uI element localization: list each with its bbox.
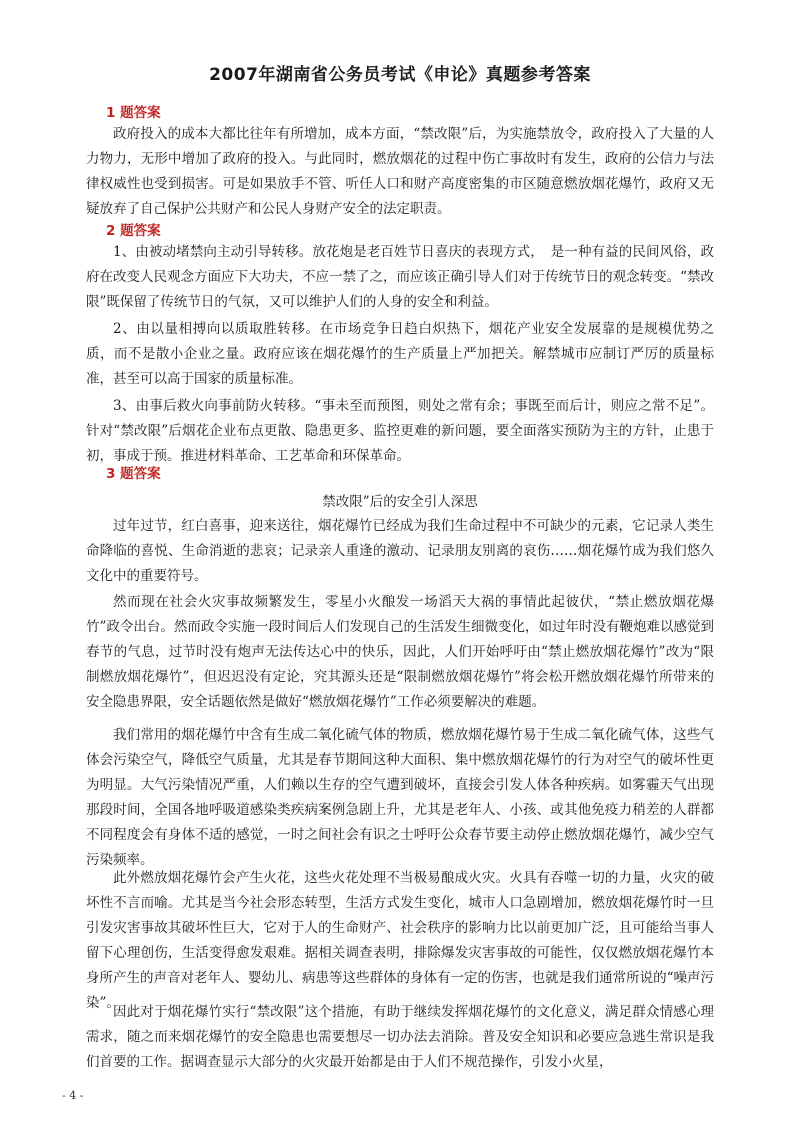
section-heading-1: 1 题答案 [106, 105, 161, 121]
document-title: 2007年湖南省公务员考试《申论》真题参考答案 [209, 65, 591, 85]
paragraph: 3、由事后救火向事前防火转移。“事未至而预图，则处之常有余；事既至而后计，则应之常不足”。针对“禁改限”后烟花企业布点更散、隐患更多、监控更难的新问题，要全面落实预防为主的方针，止患于初，事成于预。推进材料革命、工艺革命和环保革命。 [86, 398, 714, 464]
paragraph: 1、由被动堵禁向主动引导转移。放花炮是老百姓节日喜庆的表现方式， 是一种有益的民间风俗，政府在改变人民观念方面应下大功夫，不应一禁了之，而应该正确引导人们对于传统节日的观念转变。“禁改限”既保留了传统节日的气氛，又可以维护人们的人身的安全和利益。 [86, 244, 714, 310]
section-heading-2: 2 题答案 [106, 223, 161, 239]
paragraph: 因此对于烟花爆竹实行“禁改限”这个措施，有助于继续发挥烟花爆竹的文化意义，满足群众情感心理需求，随之而来烟花爆竹的安全隐患也需要想尽一切办法去消除。普及安全知识和必要应急逃生常识是我们首要的工作。据调查显示大部分的火灾最开始都是由于人们不规范操作，引发小火星， [86, 1004, 714, 1070]
paragraph: 过年过节，红白喜事，迎来送往，烟花爆竹已经成为我们生命过程中不可缺少的元素，它记录人类生命降临的喜悦、生命消逝的悲哀；记录亲人重逢的激动、记录朋友别离的哀伤……烟花爆竹成为我们悠久文化中的重要符号。 [86, 518, 714, 584]
paragraph: 2、由以量相搏向以质取胜转移。在市场竞争日趋白炽热下，烟花产业安全发展靠的是规模优势之质，而不是散小企业之量。政府应该在烟花爆竹的生产质量上严加把关。解禁城市应制订严厉的质量标准，甚至可以高于国家的质量标准。 [86, 321, 714, 387]
page-number: - 4 - [62, 1089, 84, 1102]
paragraph: 此外燃放烟花爆竹会产生火花，这些火花处理不当极易酿成火灾。火具有吞噬一切的力量，火灾的破坏性不言而喻。尤其是当今社会形态转型，生活方式发生变化，城市人口急剧增加，燃放烟花爆竹时一旦引发灾害事故其破坏性巨大，它对于人的生命财产、社会秩序的影响力比以前更加广泛，且可能给当事人留下心理创伤，生活变得愈发艰难。据相关调查表明，排除爆发灾害事故的可能性，仅仅燃放烟花爆竹本身所产生的声音对老年人、婴幼儿、病患等这些群体的身体有一定的伤害，也就是我们通常所说的“噪声污染”。 [86, 870, 714, 1011]
paragraph: 然而现在社会火灾事故频繁发生，零星小火酿发一场滔天大祸的事情此起彼伏，“禁止燃放烟花爆竹”政令出台。然而政令实施一段时间后人们发现自己的生活发生细微变化，如过年时没有鞭炮难以感觉到春节的气息，过节时没有炮声无法传达心中的快乐，因此，人们开始呼吁由“禁止燃放烟花爆竹”改为“限制燃放烟花爆竹”，但迟迟没有定论，究其源头还是“限制燃放烟花爆竹”将会松开燃放烟花爆竹所带来的安全隐患界限，安全话题依然是做好“燃放烟花爆竹”工作必须要解决的难题。 [86, 594, 714, 710]
section-heading-3: 3 题答案 [106, 466, 161, 482]
paragraph: 政府投入的成本大都比往年有所增加，成本方面，“禁改限”后，为实施禁放令，政府投入了大量的人力物力，无形中增加了政府的投入。与此同时，燃放烟花的过程中伤亡事故时有发生，政府的公信力与法律权威性也受到损害。可是如果放手不管、听任人口和财产高度密集的市区随意燃放烟花爆竹，政府又无疑放弃了自己保护公共财产和公民人身财产安全的法定职责。 [86, 126, 714, 217]
essay-title: 禁改限”后的安全引人深思 [322, 494, 478, 510]
paragraph: 我们常用的烟花爆竹中含有生成二氧化硫气体的物质，燃放烟花爆竹易于生成二氧化硫气体，这些气体会污染空气，降低空气质量，尤其是春节期间这种大面积、集中燃放烟花爆竹的行为对空气的破坏性更为明显。大气污染情况严重，人们赖以生存的空气遭到破坏，直接会引发人体各种疾病。如雾霾天气出现那段时间，全国各地呼吸道感染类疾病案例急剧上升，尤其是老年人、小孩、或其他免疫力稍差的人群都不同程度会有身体不适的感觉，一时之间社会有识之士呼吁公众春节要主动停止燃放烟花爆竹，减少空气污染频率。 [86, 727, 714, 868]
